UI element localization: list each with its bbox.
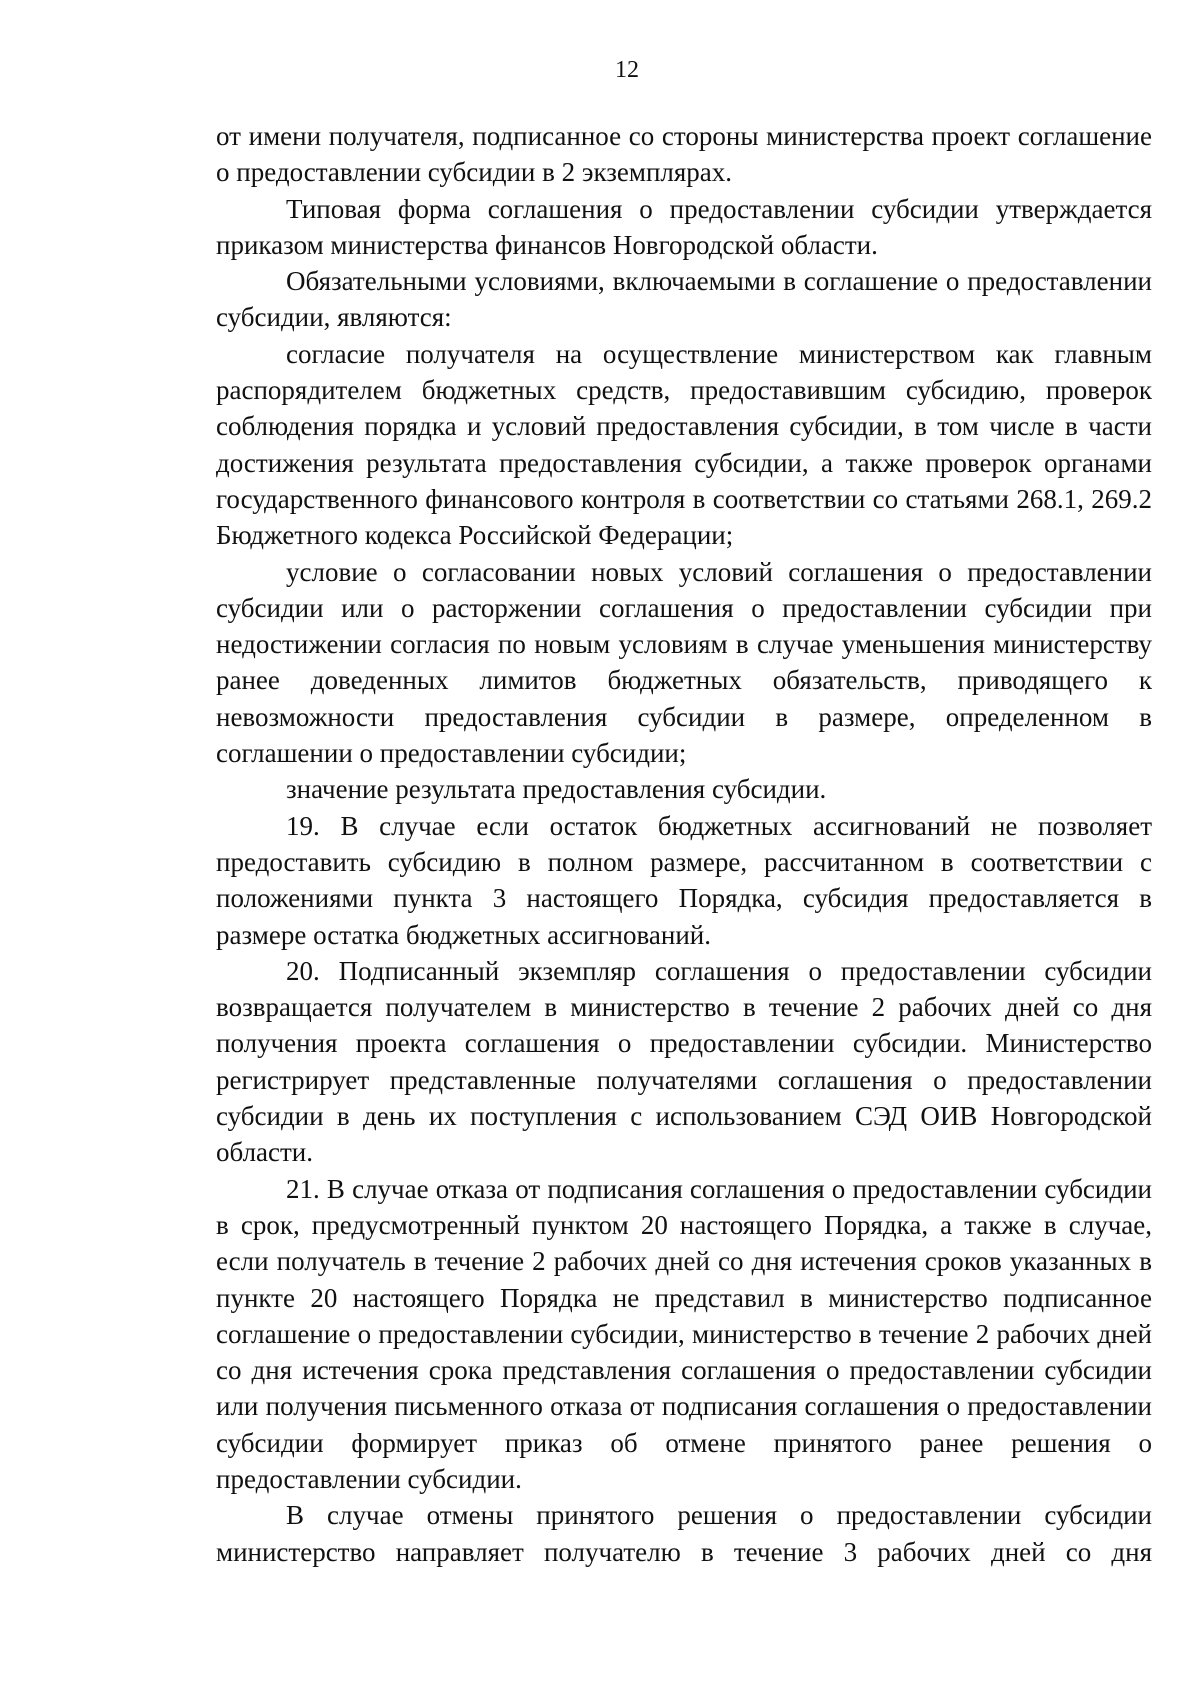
document-body [216,118,1152,1570]
paragraph-standard-form: Типовая форма соглашения о предоставлении субсидии утверждается приказом министерства финансов Новгородской области. [216,193,1152,260]
paragraph-item-20: 20. Подписанный экземпляр соглашения о предоставлении субсидии возвращается получателем в министерство в течение 2 рабочих дней со дня получения проекта соглашения о предоставлении субсидии. Министерство регистрирует представленные получателями соглашения о предоставлении субсидии в день их поступления с использованием СЭД ОИВ Новгородской области. [216,955,1152,1168]
paragraph-item-19: 19. В случае если остаток бюджетных ассигнований не позволяет предоставить субсидию в полном размере, рассчитанном в соответствии с положениями пункта 3 настоящего Порядка, субсидия предоставляется в размере остатка бюджетных ассигнований. [216,810,1152,950]
paragraph-continuation: от имени получателя, подписанное со стороны министерства проект соглашение о предоставлении субсидии в 2 экземплярах. [216,121,1152,188]
paragraph-result-value: значение результата предоставления субсидии. [286,774,827,805]
paragraph-item-21: 21. В случае отказа от подписания соглашения о предоставлении субсидии в срок, предусмотренный пунктом 20 настоящего Порядка, а также в случае, если получатель в течение 2 рабочих дней со дня истечения сроков указанных в пункте 20 настоящего Порядка не представил в министерство подписанное соглашение о предоставлении субсидии, министерство в течение 2 рабочих дней со дня истечения срока представления соглашения о предоставлении субсидии или получения письменного отказа от подписания соглашения о предоставлении субсидии формирует приказ об отмене принятого ранее решения о предоставлении субсидии. [216,1173,1152,1494]
page-number: 12 [615,57,639,83]
paragraph-mandatory-conditions: Обязательными условиями, включаемыми в соглашение о предоставлении субсидии, являются: [216,266,1152,333]
paragraph-cancellation: В случае отмены принятого решения о предоставлении субсидии министерство направляет получателю в течение 3 рабочих дней со дня [216,1500,1152,1567]
paragraph-new-conditions: условие о согласовании новых условий соглашения о предоставлении субсидии или о расторжении соглашения о предоставлении субсидии при недостижении согласия по новым условиям в случае уменьшения министерству ранее доведенных лимитов бюджетных обязательств, приводящего к невозможности предоставления субсидии в размере, определенном в соглашении о предоставлении субсидии; [216,556,1152,769]
paragraph-consent-to-inspections: согласие получателя на осуществление министерством как главным распорядителем бюджетных средств, предоставившим субсидию, проверок соблюдения порядка и условий предоставления субсидии, в том числе в части достижения результата предоставления субсидии, а также проверок органами государственного финансового контроля в соответствии со статьями 268.1, 269.2 Бюджетного кодекса Российской Федерации; [216,338,1152,551]
